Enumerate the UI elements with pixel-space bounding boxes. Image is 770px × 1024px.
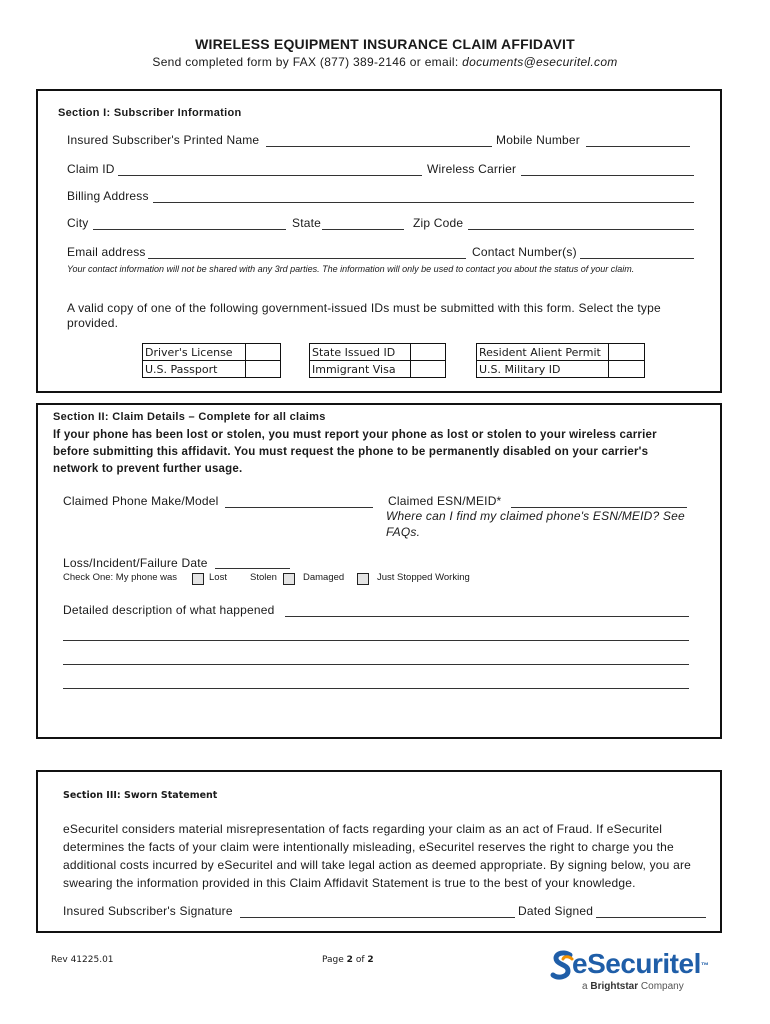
claim-id-field[interactable] bbox=[118, 175, 422, 176]
sworn-statement: eSecuritel considers material misrepresentation of facts regarding your claim as an act of Fraud. If eSecuritel determines the facts of your claim were intentionally misleading, eSecuritel reserves the right to charge you the additional costs incurred by eSecuritel and will take legal action as deemed appropriate. By signing below, you are swearing the information provided in this Claim Affidavit Statement is true to the best of your knowledge. bbox=[63, 822, 692, 890]
stolen-label: Stolen bbox=[250, 572, 277, 583]
loss-date-label: Loss/Incident/Failure Date bbox=[63, 556, 208, 570]
damaged-checkbox[interactable] bbox=[357, 573, 369, 585]
city-field[interactable] bbox=[93, 229, 286, 230]
id-type-label: U.S. Passport bbox=[143, 361, 246, 378]
lost-label: Lost bbox=[209, 572, 227, 583]
city-label: City bbox=[67, 216, 89, 230]
billing-address-label: Billing Address bbox=[67, 189, 149, 203]
id-type-checkbox[interactable] bbox=[246, 344, 281, 361]
privacy-note: Your contact information will not be shared with any 3rd parties. The information will only be used to contact you about the status of your claim. bbox=[67, 264, 635, 274]
esn-help-link[interactable]: Where can I find my claimed phone's ESN/MEID? See FAQs. bbox=[386, 509, 685, 539]
form-title: WIRELESS EQUIPMENT INSURANCE CLAIM AFFIDAVIT bbox=[195, 36, 575, 52]
description-line[interactable] bbox=[63, 688, 689, 689]
signature-field[interactable] bbox=[240, 917, 515, 918]
email-link[interactable]: documents@esecuritel.com bbox=[462, 55, 618, 69]
stolen-checkbox[interactable] bbox=[283, 573, 295, 585]
section-1-heading: Section I: Subscriber Information bbox=[58, 107, 242, 119]
check-one-label: Check One: My phone was bbox=[63, 572, 178, 583]
contact-number-label: Contact Number(s) bbox=[472, 245, 577, 259]
printed-name-label: Insured Subscriber's Printed Name bbox=[67, 133, 260, 147]
esn-meid-label: Claimed ESN/MEID* bbox=[388, 494, 502, 508]
dated-signed-field[interactable] bbox=[596, 917, 706, 918]
id-table-3 bbox=[476, 343, 645, 378]
section-3-heading: Section III: Sworn Statement bbox=[63, 790, 218, 801]
state-label: State bbox=[292, 216, 322, 230]
lost-checkbox[interactable] bbox=[192, 573, 204, 585]
make-model-field[interactable] bbox=[225, 507, 373, 508]
form-subtitle bbox=[0, 55, 770, 69]
id-type-checkbox[interactable] bbox=[246, 361, 281, 378]
description-line[interactable] bbox=[63, 640, 689, 641]
id-type-checkbox[interactable] bbox=[609, 361, 645, 378]
tagline-rest: Company bbox=[640, 981, 684, 992]
description-label: Detailed description of what happened bbox=[63, 603, 275, 617]
page-current: 2 bbox=[346, 955, 353, 965]
id-table-1 bbox=[142, 343, 281, 378]
phone-status-row bbox=[63, 572, 177, 583]
damaged-label: Damaged bbox=[303, 572, 345, 583]
contact-number-field[interactable] bbox=[580, 258, 694, 259]
billing-address-field[interactable] bbox=[153, 202, 694, 203]
id-type-label: Resident Alient Permit bbox=[477, 344, 609, 361]
page-of: of bbox=[355, 955, 365, 965]
zip-code-field[interactable] bbox=[468, 229, 694, 230]
page-indicator bbox=[322, 955, 374, 965]
logo-trademark: ™ bbox=[700, 961, 709, 970]
page-total: 2 bbox=[367, 955, 374, 965]
id-type-label: U.S. Military ID bbox=[477, 361, 609, 378]
mobile-number-label: Mobile Number bbox=[496, 133, 580, 147]
id-type-label: State Issued ID bbox=[310, 344, 411, 361]
id-type-checkbox[interactable] bbox=[411, 344, 446, 361]
page-prefix: Page bbox=[322, 955, 344, 965]
email-address-label: Email address bbox=[67, 245, 146, 259]
wireless-carrier-field[interactable] bbox=[521, 175, 694, 176]
section-2-warning: If your phone has been lost or stolen, you must report your phone as lost or stolen to your wireless carrier before submitting this affidavit. You must request the phone to be permanently disabled on your carrier's network to prevent further usage. bbox=[53, 429, 657, 475]
claim-id-label: Claim ID bbox=[67, 162, 115, 176]
logo-text: eSecuritel bbox=[572, 948, 701, 979]
logo-wordmark bbox=[572, 948, 708, 980]
make-model-label: Claimed Phone Make/Model bbox=[63, 494, 219, 508]
tagline-brand: Brightstar bbox=[590, 981, 639, 992]
id-type-checkbox[interactable] bbox=[609, 344, 645, 361]
zip-code-label: Zip Code bbox=[413, 216, 464, 230]
id-type-label: Immigrant Visa bbox=[310, 361, 411, 378]
tagline-a: a bbox=[582, 981, 588, 992]
id-table-2 bbox=[309, 343, 446, 378]
wireless-carrier-label: Wireless Carrier bbox=[427, 162, 517, 176]
loss-date-field[interactable] bbox=[215, 568, 290, 569]
subtitle-instructions: Send completed form by FAX (877) 389-2146 or email: bbox=[152, 55, 459, 69]
esecuritel-logo bbox=[550, 948, 730, 996]
email-address-field[interactable] bbox=[148, 258, 466, 259]
printed-name-field[interactable] bbox=[266, 146, 492, 147]
signature-label: Insured Subscriber's Signature bbox=[63, 904, 233, 918]
revision-number: Rev 41225.01 bbox=[51, 955, 114, 965]
stopped-working-label: Just Stopped Working bbox=[377, 572, 470, 583]
description-line[interactable] bbox=[63, 664, 689, 665]
mobile-number-field[interactable] bbox=[586, 146, 690, 147]
logo-tagline bbox=[582, 981, 684, 992]
id-instruction: A valid copy of one of the following government-issued IDs must be submitted with this form. Select the type provided. bbox=[67, 301, 661, 330]
description-field[interactable] bbox=[285, 616, 689, 617]
state-field[interactable] bbox=[322, 229, 404, 230]
id-type-label: Driver's License bbox=[143, 344, 246, 361]
section-2-heading: Section II: Claim Details – Complete for all claims bbox=[53, 411, 326, 423]
id-type-checkbox[interactable] bbox=[411, 361, 446, 378]
dated-signed-label: Dated Signed bbox=[518, 904, 594, 918]
